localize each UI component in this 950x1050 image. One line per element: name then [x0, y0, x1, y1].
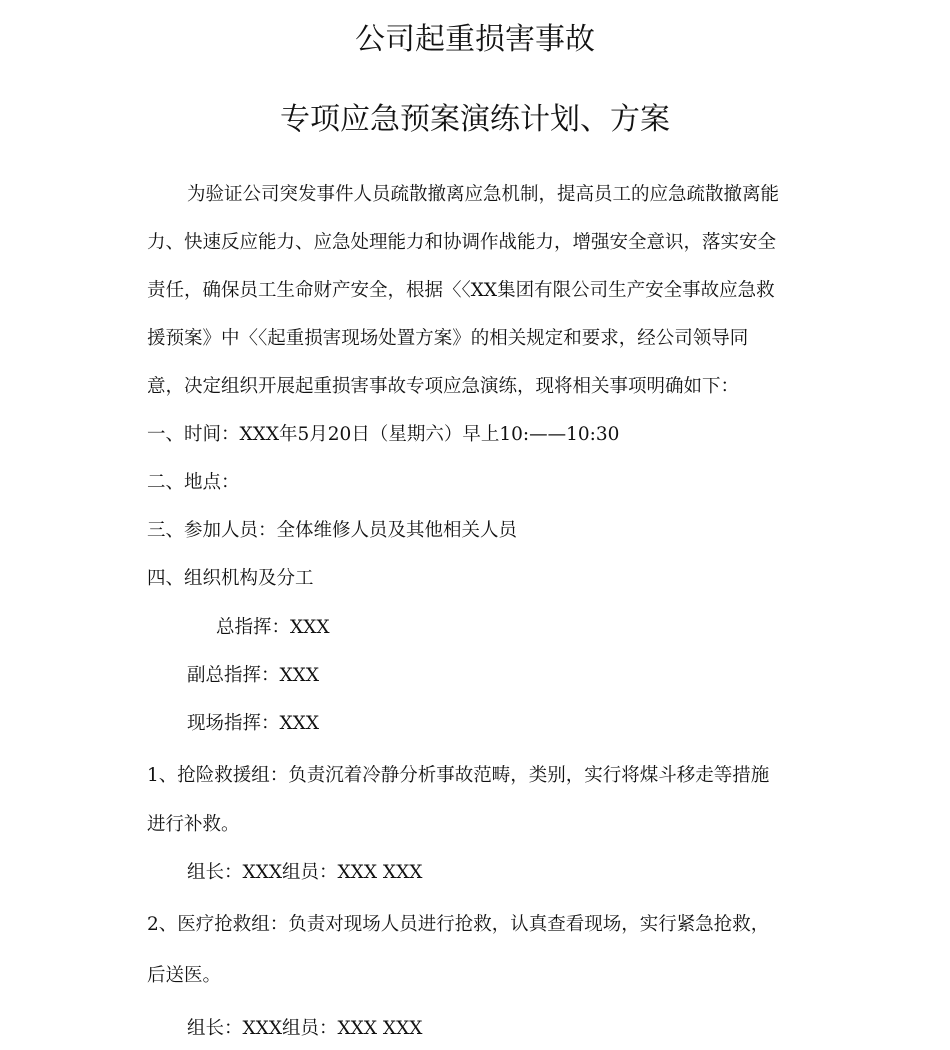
document-title-line1: 公司起重损害事故 [355, 22, 595, 57]
intro-line-4: 援预案》中〈〈起重损害现场处置方案》的相关规定和要求，经公司领导同 [147, 328, 749, 349]
place-line: 二、地点： [147, 472, 240, 493]
group1-line-2: 进行补救。 [147, 814, 240, 835]
document-title-line2: 专项应急预案演练计划、方案 [280, 102, 670, 137]
group1-members: 组长：XXX组员：XXX XXX [187, 862, 423, 883]
site-commander-line: 现场指挥：XXX [187, 713, 320, 734]
deputy-commander-line: 副总指挥：XXX [187, 665, 320, 686]
group2-members: 组长：XXX组员：XXX XXX [187, 1018, 423, 1039]
commander-line: 总指挥：XXX [216, 617, 330, 638]
intro-line-5: 意，决定组织开展起重损害事故专项应急演练，现将相关事项明确如下： [147, 376, 740, 397]
group2-line-1: 2、医疗抢救组：负责对现场人员进行抢救，认真查看现场，实行紧急抢救， [147, 914, 770, 935]
group2-line-2: 后送医。 [147, 965, 222, 986]
intro-line-3: 责任，确保员工生命财产安全，根据〈〈XX集团有限公司生产安全事故应急救 [147, 280, 775, 301]
intro-line-1: 为验证公司突发事件人员疏散撤离应急机制，提高员工的应急疏散撤离能 [187, 184, 780, 205]
participants-line: 三、参加人员：全体维修人员及其他相关人员 [147, 520, 518, 541]
time-line: 一、时间：XXX年5月20日（星期六）早上10:——10:30 [147, 424, 620, 445]
intro-line-2: 力、快速反应能力、应急处理能力和协调作战能力，增强安全意识，落实安全 [147, 232, 777, 253]
group1-line-1: 1、抢险救援组：负责沉着冷静分析事故范畴，类别，实行将煤斗移走等措施 [147, 765, 770, 786]
org-heading: 四、组织机构及分工 [147, 568, 314, 589]
